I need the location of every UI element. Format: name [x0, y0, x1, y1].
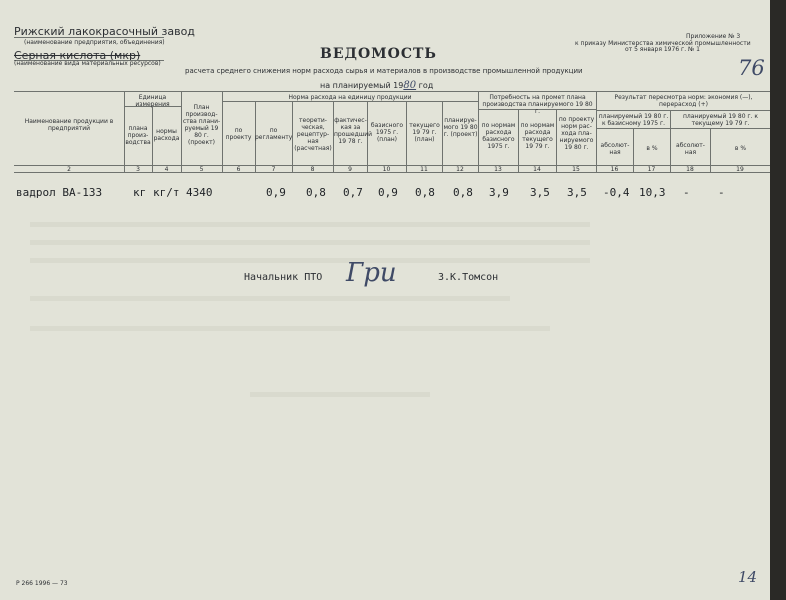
bleed-through	[30, 240, 590, 245]
album-binding-edge	[770, 0, 786, 600]
row-result-base-abs: -0,4	[603, 186, 630, 199]
resource-name: Серная кислота (мкр)	[14, 49, 141, 62]
row-need-project: 3,5	[567, 186, 587, 199]
col-need-group-header: Потребность на промет плана производства планируемого 19 80 г.	[482, 94, 593, 115]
col-actual-header: фактичес-кая за прошедший 19 78 г.	[334, 117, 373, 145]
col-unit-output-header: плана произ-водства	[125, 125, 151, 146]
col-result-current-header: планируемый 19 80 г. к текущему 19 79 г.	[682, 113, 759, 127]
row-theoretical: 0,9	[266, 186, 286, 199]
col-number: 9	[348, 166, 352, 173]
document-title: ВЕДОМОСТЬ	[320, 46, 437, 62]
appendix-line-3: от 5 января 1976 г. № 1	[625, 46, 700, 53]
row-need-current: 3,5	[530, 186, 550, 199]
col-pct-header: в %	[734, 145, 747, 152]
col-result-group-header: Результат пересмотра норм: экономия (—), перерасход (+)	[614, 94, 753, 108]
row-current: 0,9	[378, 186, 398, 199]
col-current-header: текущего 19 79 г. (план)	[409, 122, 440, 143]
col-number: 5	[199, 166, 204, 173]
col-base-header: базисного 1975 г. (план)	[370, 122, 404, 143]
resource-caption: (наименование вида материальных ресурсов)	[14, 60, 161, 67]
col-number: 14	[533, 166, 541, 173]
bleed-through	[30, 222, 590, 227]
signer-position: Начальник ПТО	[244, 272, 323, 283]
handwritten-number: 76	[738, 56, 765, 80]
row-result-base-pct: 10,3	[639, 186, 666, 199]
col-theoretical-header: теорети-ческая, рецептур-ная (расчетная)	[294, 117, 332, 152]
col-number: 16	[610, 166, 619, 173]
col-number: 18	[686, 166, 694, 173]
page-number: 14	[738, 568, 758, 586]
col-number: 8	[310, 166, 315, 173]
col-by-project-header: по проекту	[225, 127, 252, 141]
row-unit-output: кг	[133, 186, 147, 199]
row-base: 0,7	[343, 186, 363, 199]
bleed-through	[30, 258, 590, 263]
col-number: 13	[494, 166, 502, 173]
col-need-base-header: по нормам расхода базисного 1975 г.	[481, 122, 516, 150]
col-number: 17	[647, 166, 656, 173]
signer-name: З.К.Томсон	[438, 272, 499, 283]
col-unit-group-header: Единица измерения	[135, 94, 170, 108]
row-unit-norm: кг/т	[153, 186, 180, 199]
row-product: вадрол ВА-133	[16, 186, 103, 199]
plant-caption: (наименование предприятия, объединения)	[24, 39, 165, 46]
col-product-header: Наименование продукции в предприятий	[24, 118, 114, 132]
row-plan: 4340	[186, 186, 213, 199]
col-pct-header: в %	[646, 145, 658, 152]
row-norm-12: 0,8	[453, 186, 473, 199]
col-need-current-header: по нормам расхода текущего 19 79 г.	[520, 122, 555, 150]
row-actual: 0,8	[306, 186, 326, 199]
col-number: 11	[420, 166, 428, 173]
col-norm-group-header: Норма расхода на единицу продукции	[288, 94, 412, 101]
col-result-base-header: планируемый 19 80 г. к базисному 1975 г.	[598, 113, 669, 127]
bleed-through	[250, 392, 430, 397]
print-code: Р 266 1996 — 73	[16, 580, 68, 587]
col-number: 3	[136, 166, 140, 173]
row-result-current-abs: -	[683, 186, 690, 199]
col-abs-header: абсолют-ная	[676, 142, 705, 156]
col-abs-header: абсолют-ная	[600, 142, 630, 156]
col-number: 12	[456, 166, 464, 173]
appendix-line-1: Приложение № 3	[686, 33, 741, 40]
row-planned: 0,8	[415, 186, 435, 199]
col-by-regulation-header: по регламенту	[255, 127, 293, 141]
planned-year-line: на планируемый 1980 год	[320, 80, 434, 91]
row-result-current-pct: -	[718, 186, 725, 199]
col-number: 6	[236, 166, 241, 173]
col-number: 4	[164, 166, 169, 173]
col-number: 19	[736, 166, 744, 173]
col-number: 7	[271, 166, 276, 173]
bleed-through	[30, 326, 550, 331]
col-number: 10	[382, 166, 391, 173]
plant-name: Рижский лакокрасочный завод	[14, 25, 195, 38]
signature: Гри	[346, 258, 397, 288]
col-unit-norm-header: нормы расхода	[153, 128, 180, 142]
row-need-base: 3,9	[489, 186, 509, 199]
col-number: 15	[572, 166, 580, 173]
col-plan-header: План производ-ства плани-руемый 19 80 г. (проект)	[182, 104, 221, 146]
document-subtitle: расчета среднего снижения норм расхода сырья и материалов в производстве промышленной продукции	[185, 67, 583, 75]
col-number: 2	[67, 166, 71, 173]
bleed-through	[30, 296, 510, 301]
col-planned-header: планируе-мого 19 80 г. (проект)	[443, 117, 478, 138]
appendix-line-2: к приказу Министерства химической промышленности	[575, 40, 751, 47]
col-need-project-header: по проекту норм рас-хода пла-нируемого 19 80 г.	[558, 116, 595, 151]
